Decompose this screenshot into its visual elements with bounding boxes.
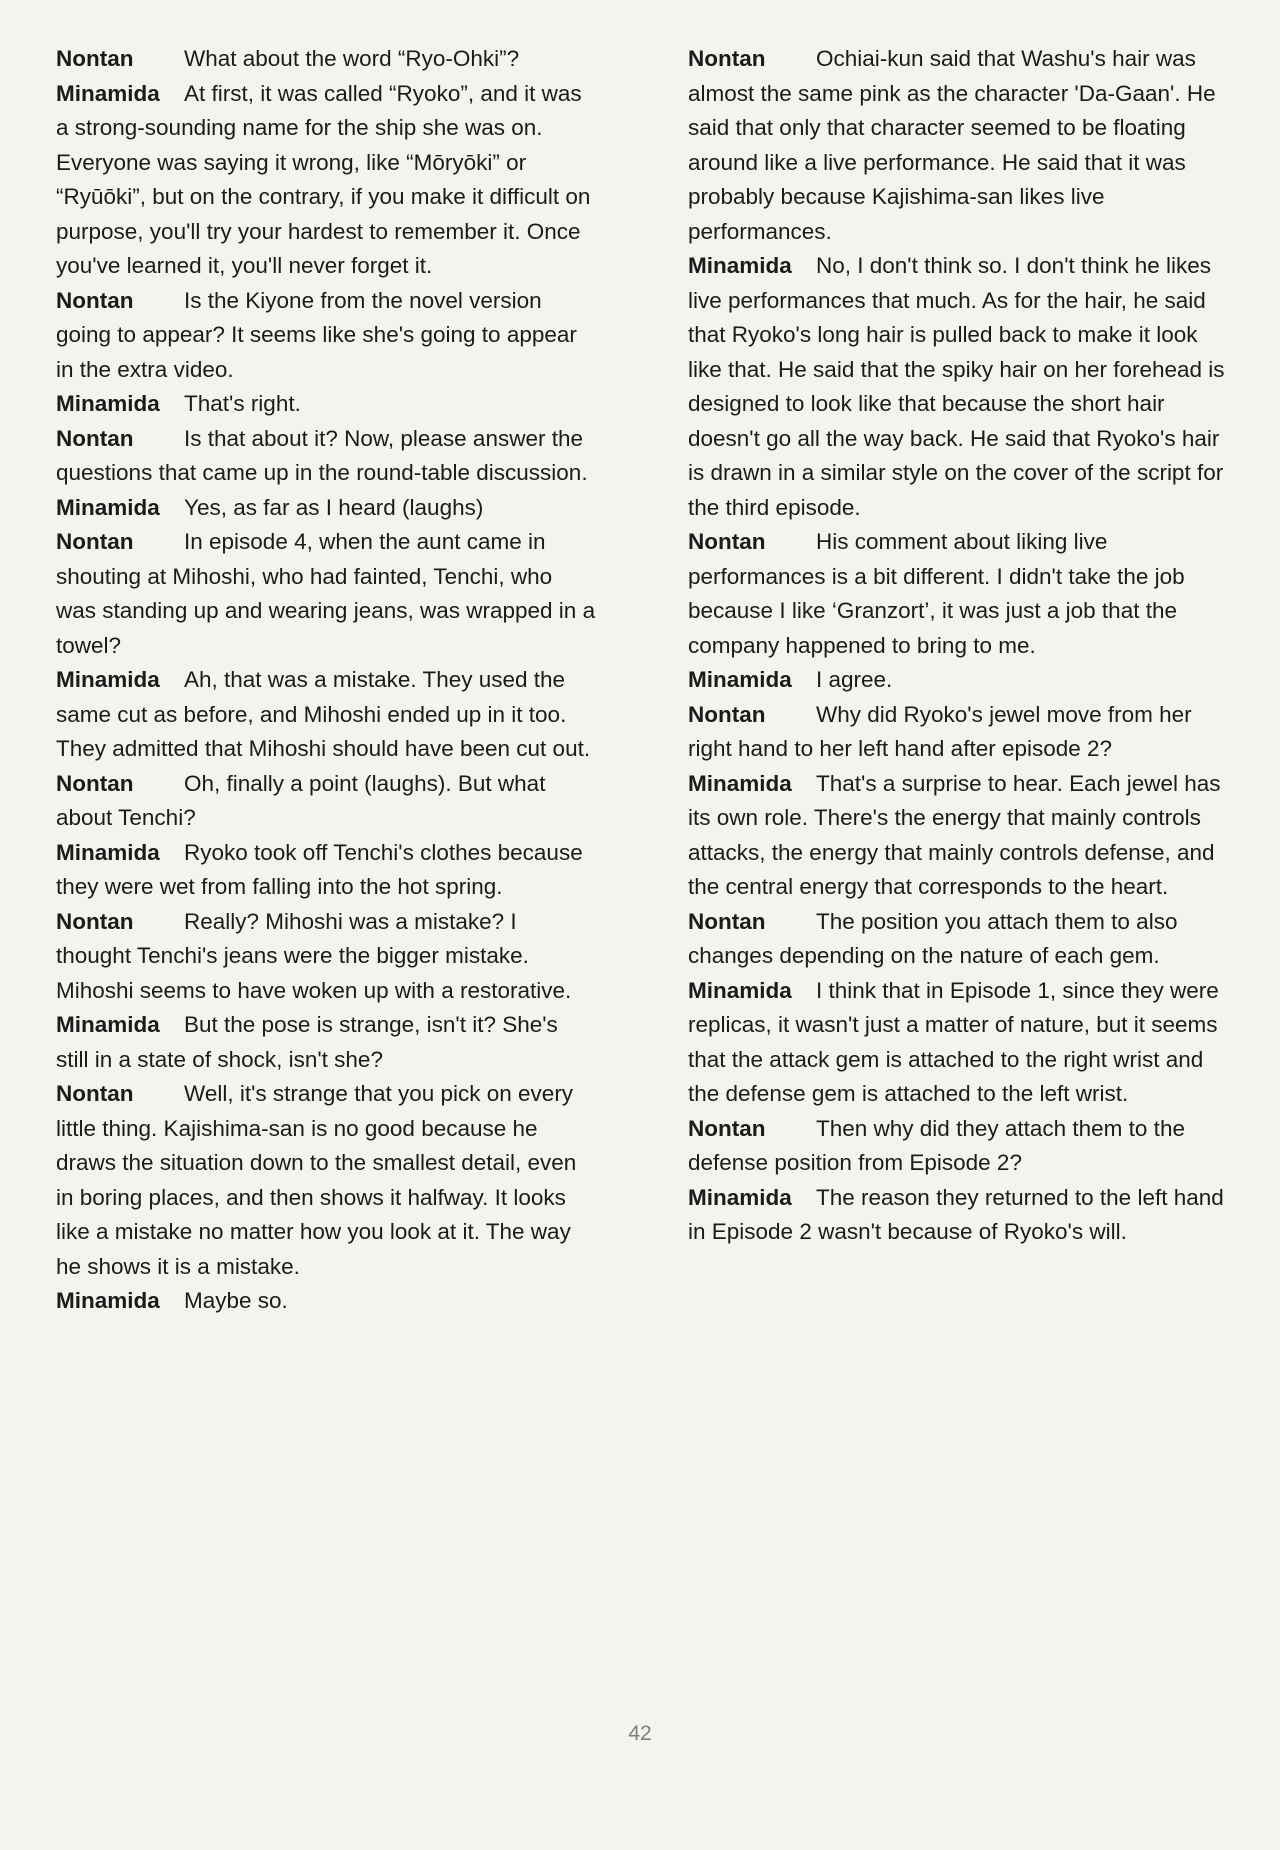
- dialogue-text: I agree.: [816, 667, 893, 692]
- dialogue-turn: [56, 1284, 596, 1319]
- dialogue-text: Then why did they attach them to the defense position from Episode 2?: [688, 1115, 1185, 1175]
- dialogue-text: At first, it was called “Ryoko”, and it was a strong-sounding name for the ship she was on. Everyone was saying it wrong, like “Mōryōki” or “Ryūōki”, but on the contrary, if you make it difficult on purpose, you'll try your hardest to remember it. Once you've learned it, you'll never forget it.: [56, 80, 591, 278]
- dialogue-turn: [56, 491, 596, 526]
- dialogue-text: In episode 4, when the aunt came in shouting at Mihoshi, who had fainted, Tenchi, who was standing up and wearing jeans, was wrapped in a towel?: [56, 529, 596, 658]
- dialogue-text: Maybe so.: [184, 1288, 288, 1313]
- right-column: [688, 42, 1228, 1319]
- dialogue-text: But the pose is strange, isn't it? She's still in a state of shock, isn't she?: [56, 1012, 558, 1072]
- dialogue-turn: [688, 698, 1228, 767]
- dialogue-text: Why did Ryoko's jewel move from her right hand to her left hand after episode 2?: [688, 701, 1192, 761]
- dialogue-turn: [688, 525, 1228, 663]
- dialogue-turn: [56, 387, 596, 422]
- dialogue-turn: [56, 1008, 596, 1077]
- speaker-name: Minamida: [688, 667, 792, 692]
- dialogue-text: Really? Mihoshi was a mistake? I thought Tenchi's jeans were the bigger mistake. Mihoshi seems to have woken up with a restorative.: [56, 908, 572, 1003]
- dialogue-turn: [688, 905, 1228, 974]
- dialogue-turn: [688, 42, 1228, 249]
- dialogue-text: I think that in Episode 1, since they were replicas, it wasn't just a matter of nature, but it seems that the attack gem is attached to the right wrist and the defense gem is attached to the left wrist.: [688, 977, 1219, 1106]
- dialogue-turn: [56, 42, 596, 77]
- speaker-name: Nontan: [688, 46, 766, 71]
- dialogue-turn: [56, 525, 596, 663]
- speaker-name: Nontan: [688, 908, 766, 934]
- speaker-name: Minamida: [688, 977, 792, 1003]
- speaker-name: Minamida: [688, 1184, 792, 1210]
- speaker-name: Minamida: [56, 667, 160, 692]
- dialogue-turn: [56, 663, 596, 767]
- speaker-name: Nontan: [56, 908, 134, 934]
- speaker-name: Nontan: [56, 287, 134, 313]
- speaker-name: Nontan: [56, 46, 134, 71]
- speaker-name: Minamida: [56, 1012, 160, 1037]
- dialogue-text: The reason they returned to the left hand in Episode 2 wasn't because of Ryoko's will.: [688, 1184, 1224, 1244]
- speaker-name: Nontan: [56, 529, 134, 554]
- dialogue-turn: [688, 974, 1228, 1112]
- speaker-name: Nontan: [688, 701, 766, 727]
- dialogue-text: His comment about liking live performances is a bit different. I didn't take the job because I like ‘Granzort’, it was just a job that the company happened to bring to me.: [688, 529, 1185, 658]
- speaker-name: Minamida: [56, 494, 160, 520]
- dialogue-text: Is the Kiyone from the novel version going to appear? It seems like she's going to appear in the extra video.: [56, 287, 577, 382]
- dialogue-turn: [56, 767, 596, 836]
- dialogue-turn: [56, 836, 596, 905]
- dialogue-text: Yes, as far as I heard (laughs): [184, 494, 484, 520]
- dialogue-text: That's a surprise to hear. Each jewel has its own role. There's the energy that mainly controls attacks, the energy that mainly controls defense, and the central energy that corresponds to the heart.: [688, 770, 1221, 899]
- dialogue-turn: [688, 1112, 1228, 1181]
- page-number: 42: [628, 1722, 652, 1745]
- dialogue-turn: [688, 663, 1228, 698]
- speaker-name: Minamida: [56, 1288, 160, 1313]
- dialogue-turn: [688, 767, 1228, 905]
- dialogue-text: No, I don't think so. I don't think he likes live performances that much. As for the hair, he said that Ryoko's long hair is pulled back to make it look like that. He said that the spiky hair on her forehead is designed to look like that because the short hair doesn't go all the way back. He said that Ryoko's hair is drawn in a similar style on the cover of the script for the third episode.: [688, 253, 1225, 520]
- dialogue-turn: [688, 1181, 1228, 1250]
- left-column: [56, 42, 596, 1319]
- dialogue-text: Is that about it? Now, please answer the questions that came up in the round-table discussion.: [56, 425, 588, 485]
- dialogue-turn: [688, 249, 1228, 525]
- dialogue-text: Ochiai-kun said that Washu's hair was almost the same pink as the character 'Da-Gaan'. He said that only that character seemed to be floating around like a live performance. He said that it was probably because Kajishima-san likes live performances.: [688, 46, 1216, 244]
- speaker-name: Minamida: [56, 391, 160, 416]
- speaker-name: Minamida: [688, 770, 792, 796]
- speaker-name: Nontan: [688, 529, 766, 554]
- dialogue-text: Well, it's strange that you pick on every little thing. Kajishima-san is no good because he draws the situation down to the smallest detail, even in boring places, and then shows it halfway. It looks like a mistake no matter how you look at it. The way he shows it is a mistake.: [56, 1081, 577, 1279]
- speaker-name: Minamida: [56, 80, 160, 106]
- dialogue-text: Oh, finally a point (laughs). But what about Tenchi?: [56, 770, 546, 830]
- speaker-name: Nontan: [56, 425, 134, 451]
- dialogue-turn: [56, 905, 596, 1009]
- dialogue-text: What about the word “Ryo-Ohki”?: [184, 46, 520, 71]
- dialogue-turn: [56, 284, 596, 388]
- dialogue-text: Ah, that was a mistake. They used the same cut as before, and Mihoshi ended up in it too. They admitted that Mihoshi should have been cut out.: [56, 667, 591, 761]
- speaker-name: Minamida: [688, 253, 792, 278]
- dialogue-turn: [56, 77, 596, 284]
- dialogue-text: Ryoko took off Tenchi's clothes because they were wet from falling into the hot spring.: [56, 839, 583, 899]
- speaker-name: Nontan: [56, 1081, 134, 1106]
- dialogue-turn: [56, 1077, 596, 1284]
- speaker-name: Nontan: [56, 770, 134, 796]
- dialogue-text: That's right.: [184, 391, 301, 416]
- speaker-name: Minamida: [56, 839, 160, 865]
- dialogue-text: The position you attach them to also changes depending on the nature of each gem.: [688, 908, 1178, 968]
- dialogue-turn: [56, 422, 596, 491]
- speaker-name: Nontan: [688, 1115, 766, 1141]
